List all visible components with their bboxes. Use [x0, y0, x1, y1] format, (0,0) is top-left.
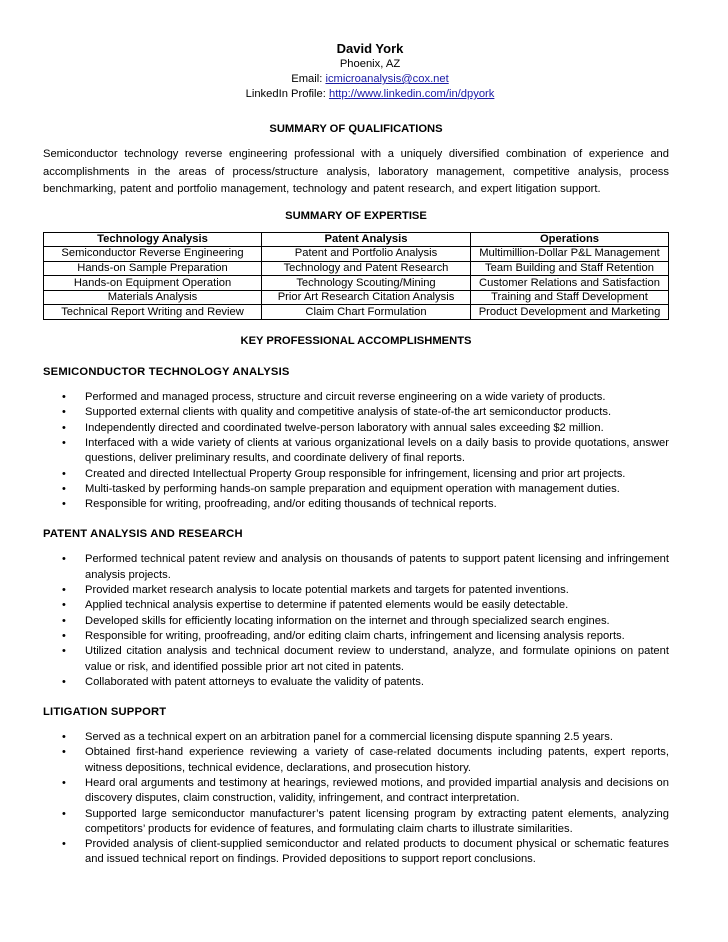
expertise-cell: Multimillion-Dollar P&L Management [471, 247, 669, 262]
expertise-title: SUMMARY OF EXPERTISE [285, 209, 427, 222]
expertise-cell: Semiconductor Reverse Engineering [44, 247, 262, 262]
expertise-cell: Product Development and Marketing [471, 305, 669, 320]
bullet-list [43, 552, 669, 690]
list-item-text: Created and directed Intellectual Property Group responsible for infringement, licensing and prior art projects. [85, 467, 626, 480]
list-item [43, 730, 669, 745]
bullet-icon: • [62, 391, 66, 404]
expertise-cell: Team Building and Staff Retention [471, 261, 669, 276]
bullet-icon: • [62, 614, 66, 627]
bullet-icon: • [62, 838, 66, 851]
expertise-row [44, 261, 669, 276]
list-item-text: Responsible for writing, proofreading, and/or editing thousands of technical reports. [85, 498, 497, 511]
expertise-cell: Technical Report Writing and Review [44, 305, 262, 320]
list-item [43, 552, 669, 583]
expertise-cell: Customer Relations and Satisfaction [471, 276, 669, 291]
list-item [43, 629, 669, 644]
bullet-list [43, 730, 669, 868]
list-item [43, 436, 669, 467]
accomplishments-title: KEY PROFESSIONAL ACCOMPLISHMENTS [240, 335, 472, 348]
section-heading: PATENT ANALYSIS AND RESEARCH [43, 528, 243, 541]
list-item-text: Applied technical analysis expertise to determine if patented elements would be easily detectable. [85, 599, 569, 612]
expertise-row [44, 290, 669, 305]
linkedin-label: LinkedIn Profile: [245, 88, 329, 100]
list-item-text: Multi-tasked by performing hands-on sample preparation and equipment operation with management duties. [85, 482, 620, 495]
list-item [43, 807, 669, 838]
bullet-icon: • [62, 731, 66, 744]
list-item-text: Performed technical patent review and analysis on thousands of patents to support patent licensing and infringement analysis projects. [85, 553, 669, 581]
list-item [43, 675, 669, 690]
list-item-text: Supported large semiconductor manufacturer’s patent licensing program by extracting patent elements, analyzing competitors’ products for evidence of features, and formulating claim charts to illustrate similarities. [85, 807, 669, 835]
expertise-col-header: Operations [471, 232, 669, 247]
expertise-table [43, 232, 669, 321]
candidate-name: David York [336, 41, 404, 56]
bullet-icon: • [62, 675, 66, 688]
bullet-icon: • [62, 629, 66, 642]
bullet-icon: • [62, 746, 66, 759]
expertise-cell: Claim Chart Formulation [262, 305, 471, 320]
list-item [43, 644, 669, 675]
email-link[interactable]: icmicroanalysis@cox.net [325, 73, 449, 85]
section-heading: LITIGATION SUPPORT [43, 706, 167, 719]
list-item-text: Supported external clients with quality and competitive analysis of state-of-the art semiconductor products. [85, 406, 612, 419]
list-item [43, 598, 669, 613]
resume-page [43, 41, 669, 868]
expertise-col-header: Technology Analysis [44, 232, 262, 247]
bullet-icon: • [62, 553, 66, 566]
expertise-header-row [44, 232, 669, 247]
expertise-cell: Training and Staff Development [471, 290, 669, 305]
expertise-row [44, 305, 669, 320]
bullet-icon: • [62, 645, 66, 658]
accomplishment-sections [43, 366, 669, 868]
email-line [71, 72, 669, 87]
list-item [43, 405, 669, 420]
expertise-cell: Technology Scouting/Mining [262, 276, 471, 291]
linkedin-line [71, 87, 669, 102]
expertise-cell: Technology and Patent Research [262, 261, 471, 276]
expertise-row [44, 276, 669, 291]
expertise-body [44, 247, 669, 320]
qualifications-title: SUMMARY OF QUALIFICATIONS [269, 123, 443, 135]
expertise-row [44, 247, 669, 262]
bullet-icon: • [62, 421, 66, 434]
bullet-icon: • [62, 599, 66, 612]
list-item [43, 482, 669, 497]
list-item-text: Performed and managed process, structure and circuit reverse engineering on a wide variety of products. [85, 391, 606, 404]
bullet-icon: • [62, 777, 66, 789]
list-item-text: Collaborated with patent attorneys to evaluate the validity of patents. [85, 675, 424, 688]
expertise-cell: Prior Art Research Citation Analysis [262, 290, 471, 305]
bullet-icon: • [62, 467, 66, 480]
list-item [43, 837, 669, 868]
list-item [43, 467, 669, 482]
list-item-text: Provided analysis of client-supplied semiconductor and related products to document physical or schematic features and issued technical report on findings. Provided depositions to support report conclusions. [85, 838, 669, 866]
list-item [43, 497, 669, 512]
list-item-text: Interfaced with a wide variety of clients at various organizational levels on a daily basis to provide quotations, answer questions, deliver preliminary results, and coordinate delivery of final reports. [85, 436, 669, 465]
bullet-icon: • [62, 584, 66, 597]
list-item-text: Utilized citation analysis and technical document review to understand, analyze, and formulate opinions on patent value or risk, and identified possible prior art not cited in patents. [85, 645, 669, 673]
email-label: Email: [291, 73, 326, 85]
bullet-icon: • [62, 807, 66, 820]
bullet-icon: • [62, 482, 66, 495]
expertise-cell: Patent and Portfolio Analysis [262, 247, 471, 262]
bullet-list [43, 390, 669, 512]
expertise-cell: Hands-on Equipment Operation [44, 276, 262, 291]
section-heading: SEMICONDUCTOR TECHNOLOGY ANALYSIS [43, 366, 290, 379]
list-item-text: Obtained first-hand experience reviewing a variety of case-related documents including patents, expert reports, witness depositions, technical evidence, declarations, and prosecution history. [85, 746, 669, 774]
expertise-cell: Hands-on Sample Preparation [44, 261, 262, 276]
bullet-icon: • [62, 436, 66, 449]
list-item [43, 421, 669, 436]
list-item [43, 614, 669, 629]
list-item-text: Developed skills for efficiently locating information on the internet and through specialized search engines. [85, 614, 610, 627]
list-item [43, 390, 669, 405]
list-item [43, 583, 669, 598]
expertise-cell: Materials Analysis [44, 290, 262, 305]
list-item-text: Independently directed and coordinated twelve-person laboratory with annual sales exceeding $2 million. [85, 421, 604, 434]
list-item [43, 776, 669, 807]
bullet-icon: • [62, 406, 66, 419]
qualifications-text: Semiconductor technology reverse engineering professional with a uniquely diversified combination of experience and accomplishments in the areas of process/structure analysis, laboratory management, competitive analysis, process benchmarking, patent and portfolio management, technology and patent research, and expert litigation support. [43, 148, 669, 195]
expertise-col-header: Patent Analysis [262, 232, 471, 247]
bullet-icon: • [62, 498, 66, 511]
list-item-text: Responsible for writing, proofreading, and/or editing claim charts, infringement and licensing analysis reports. [85, 629, 625, 642]
list-item [43, 745, 669, 776]
list-item-text: Served as a technical expert on an arbitration panel for a commercial licensing dispute spanning 2.5 years. [85, 731, 613, 744]
list-item-text: Provided market research analysis to locate potential markets and targets for patented inventions. [85, 584, 569, 597]
location: Phoenix, AZ [339, 58, 401, 70]
linkedin-link[interactable]: http://www.linkedin.com/in/dpyork [328, 88, 495, 100]
list-item-text: Heard oral arguments and testimony at hearings, reviewed motions, and provided impartial analysis and decisions on discovery disputes, claim construction, validity, infringement, and contract interpretation. [85, 777, 669, 805]
